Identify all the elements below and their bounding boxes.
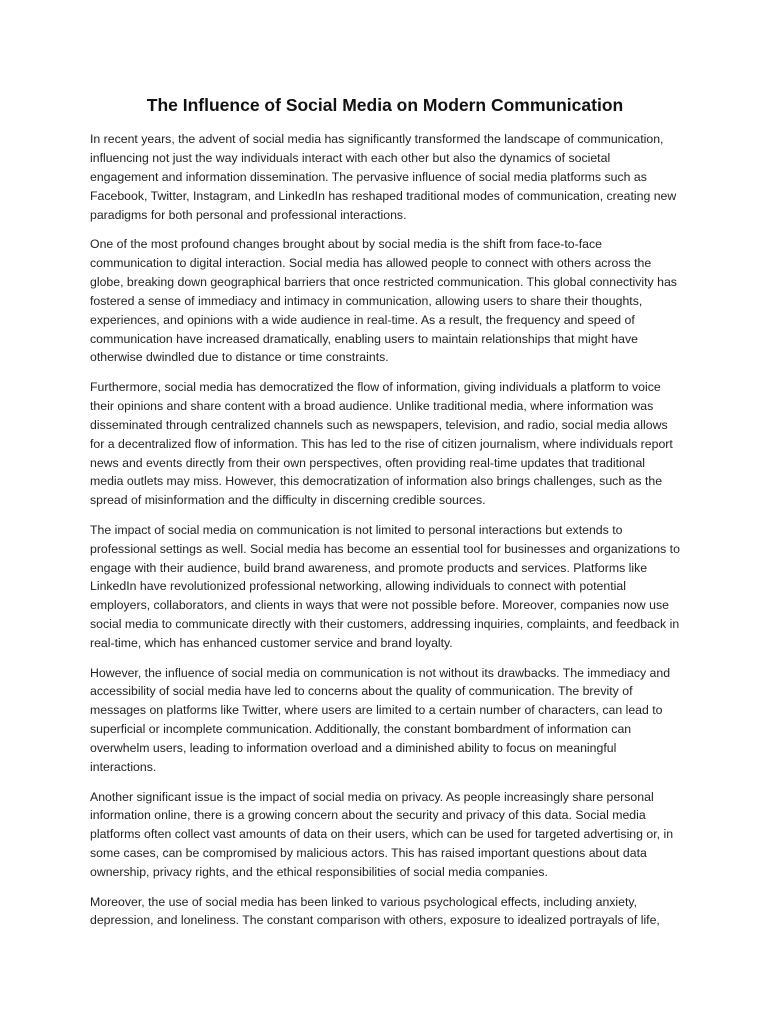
paragraph-2: One of the most profound changes brought about by social media is the shift from face-to-face communication to digital interaction. Social media has allowed people to connect with others across the globe, breaking down geographical barriers that once restricted communication. This global connectivity has fostered a sense of immediacy and intimacy in communication, allowing users to share their thoughts, experiences, and opinions with a wide audience in real-time. As a result, the frequency and speed of communication have increased dramatically, enabling users to maintain relationships that might have otherwise dwindled due to distance or time constraints.: [90, 237, 677, 365]
document-page: [90, 93, 680, 941]
paragraph-4: The impact of social media on communication is not limited to personal interactions but extends to professional settings as well. Social media has become an essential tool for businesses and organizations to engage with their audience, build brand awareness, and promote products and services. Platforms like LinkedIn have revolutionized professional networking, allowing individuals to connect with potential employers, collaborators, and clients in ways that were not possible before. Moreover, companies now use social media to communicate directly with their customers, addressing inquiries, complaints, and feedback in real-time, which has enhanced customer service and brand loyalty.: [90, 522, 680, 651]
paragraph-3: Furthermore, social media has democratized the flow of information, giving individuals a platform to voice their opinions and share content with a broad audience. Unlike traditional media, where information was disseminated through centralized channels such as newspapers, television, and radio, social media allows for a decentralized flow of information. This has led to the rise of citizen journalism, where individuals report news and events directly from their own perspectives, often providing real-time updates that traditional media outlets may miss. However, this democratization of information also brings challenges, such as the spread of misinformation and the difficulty in discerning credible sources.: [90, 379, 673, 508]
document-title: The Influence of Social Media on Modern Communication: [146, 95, 624, 115]
paragraph-7: Moreover, the use of social media has been linked to various psychological effects, including anxiety, depression, and loneliness. The constant comparison with others, exposure to idealized portrayals of life,: [90, 894, 660, 928]
paragraph-1: In recent years, the advent of social media has significantly transformed the landscape of communication, influencing not just the way individuals interact with each other but also the dynamics of societal engagement and information dissemination. The pervasive influence of social media platforms such as Facebook, Twitter, Instagram, and LinkedIn has reshaped traditional modes of communication, creating new paradigms for both personal and professional interactions.: [90, 132, 677, 222]
paragraph-5: However, the influence of social media on communication is not without its drawbacks. The immediacy and accessibility of social media have led to concerns about the quality of communication. The brevity of messages on platforms like Twitter, where users are limited to a certain number of characters, can lead to superficial or incomplete communication. Additionally, the constant bombardment of information can overwhelm users, leading to information overload and a diminished ability to focus on meaningful interactions.: [90, 665, 671, 775]
paragraph-6: Another significant issue is the impact of social media on privacy. As people increasingly share personal information online, there is a growing concern about the security and privacy of this data. Social media platforms often collect vast amounts of data on their users, which can be used for targeted advertising or, in some cases, can be compromised by malicious actors. This has raised important questions about data ownership, privacy rights, and the ethical responsibilities of social media companies.: [90, 789, 674, 880]
